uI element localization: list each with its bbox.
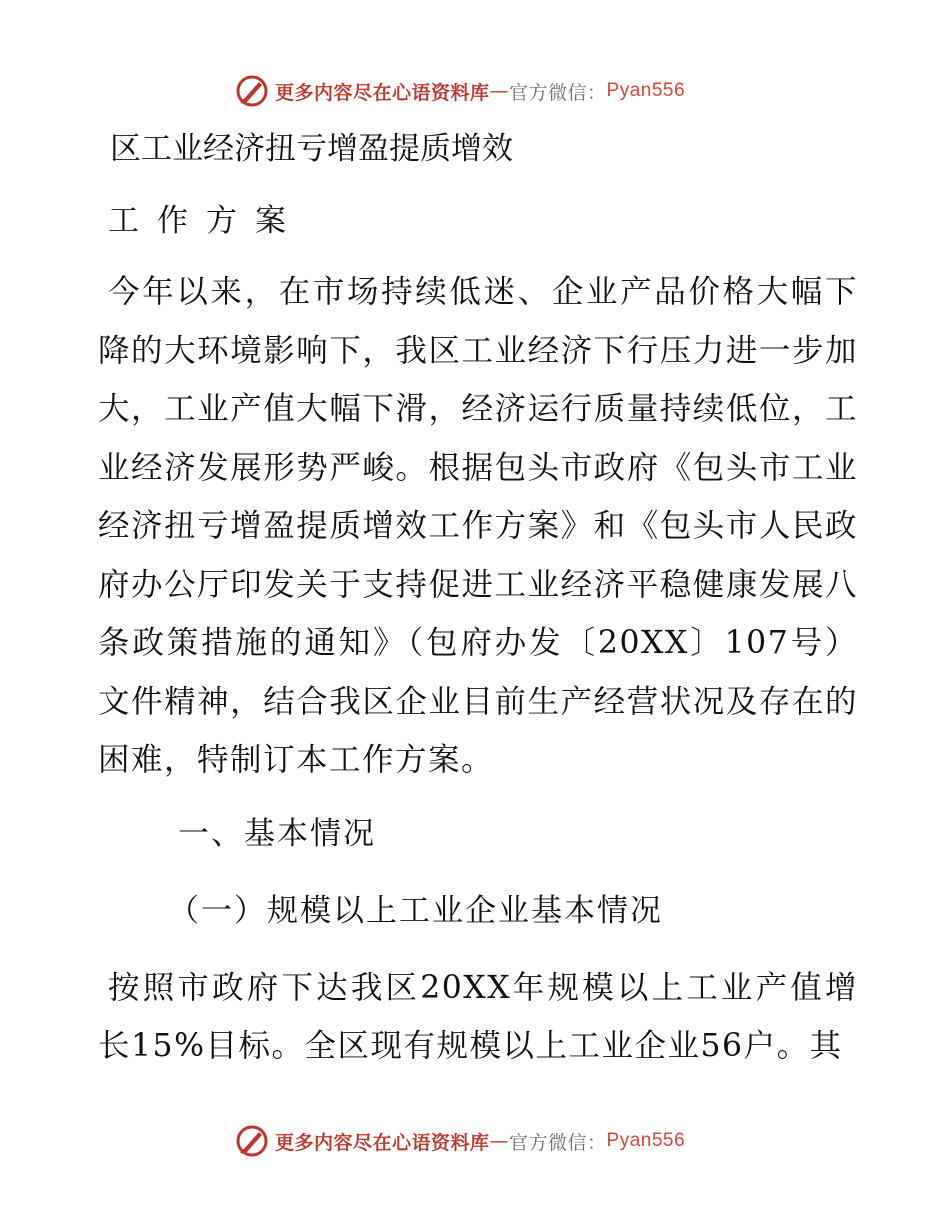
quill-pen-logo-icon	[235, 1124, 269, 1158]
header-banner	[235, 73, 685, 109]
section1-heading: 一、基本情况	[178, 815, 376, 852]
banner-official-label: 官方微信：	[509, 81, 607, 104]
document-title-line2: 工作方案	[108, 203, 304, 239]
banner-official-label: 官方微信：	[509, 1131, 607, 1154]
banner-brand-text: 更多内容尽在心语资料库	[275, 1131, 490, 1154]
banner-separator: —	[489, 80, 510, 102]
banner-wechat-handle: Pyan556	[606, 80, 686, 101]
document-title-line1: 区工业经济扭亏增盈提质增效	[110, 131, 513, 167]
banner-wechat-handle: Pyan556	[606, 1130, 686, 1151]
banner-separator: —	[489, 1130, 510, 1152]
section1-paragraph: 按照市政府下达我区20XX年规模以上工业产值增长15%目标。全区现有规模以上工业企业56户。其	[98, 969, 858, 1064]
section1-sub-heading: （一）规模以上工业企业基本情况	[168, 892, 663, 929]
footer-banner	[235, 1123, 685, 1159]
document-body	[98, 124, 858, 1076]
banner-brand-text: 更多内容尽在心语资料库	[275, 81, 490, 104]
intro-paragraph: 今年以来，在市场持续低迷、企业产品价格大幅下降的大环境影响下，我区工业经济下行压力进一步加大，工业产值大幅下滑，经济运行质量持续低位，工业经济发展形势严峻。根据包头市政府《包头市工业经济扭亏增盈提质增效工作方案》和《包头市人民政府办公厅印发关于支持促进工业经济平稳健康发展八条政策措施的通知》（包府办发〔20XX〕107号）文件精神，结合我区企业目前生产经营状况及存在的困难，特制订本工作方案。	[98, 274, 858, 778]
quill-pen-logo-icon	[235, 74, 269, 108]
